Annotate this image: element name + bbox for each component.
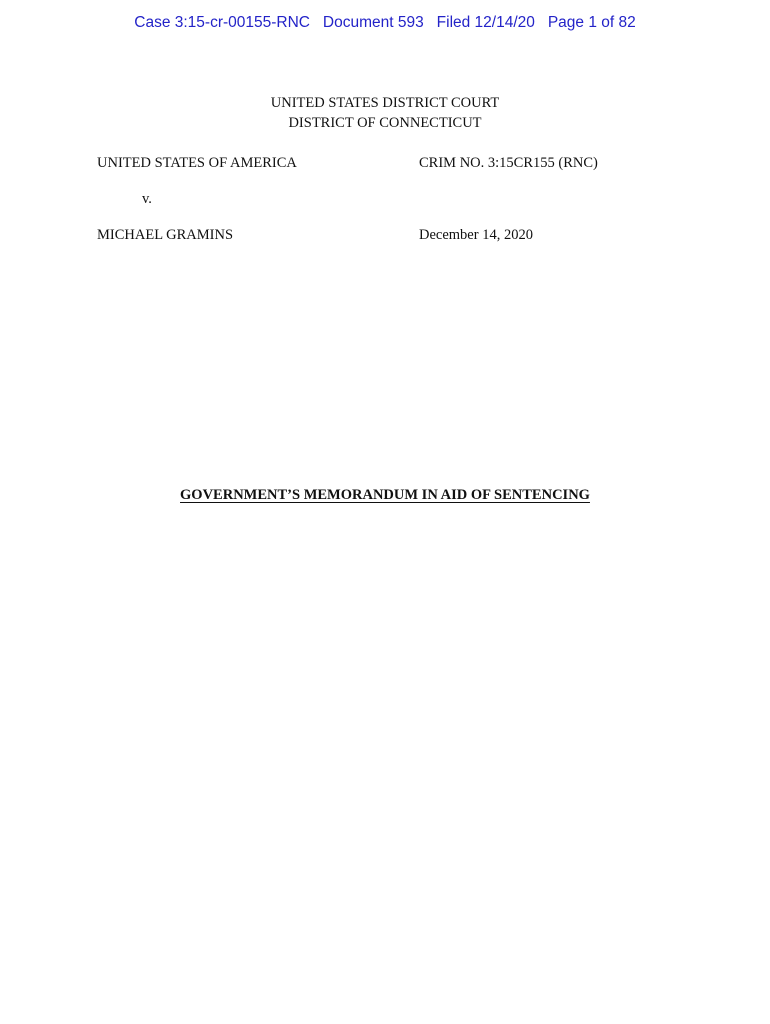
court-heading xyxy=(0,93,770,133)
court-name: UNITED STATES DISTRICT COURT xyxy=(270,95,500,111)
versus-label: v. xyxy=(142,191,152,207)
document-title xyxy=(0,487,770,504)
page-count-stamp: Page 1 of 82 xyxy=(547,14,636,31)
filing-date: December 14, 2020 xyxy=(419,227,533,243)
plaintiff-name: UNITED STATES OF AMERICA xyxy=(97,155,297,171)
case-number-stamp: Case 3:15-cr-00155-RNC xyxy=(134,14,310,31)
defendant-name: MICHAEL GRAMINS xyxy=(97,227,234,243)
document-title-text: GOVERNMENT’S MEMORANDUM IN AID OF SENTENCING xyxy=(180,487,590,503)
court-district: DISTRICT OF CONNECTICUT xyxy=(288,115,482,131)
criminal-case-number: CRIM NO. 3:15CR155 (RNC) xyxy=(419,155,598,171)
document-number-stamp: Document 593 xyxy=(322,14,424,31)
ecf-header-stamp xyxy=(0,14,770,32)
filed-date-stamp: Filed 12/14/20 xyxy=(436,14,535,31)
